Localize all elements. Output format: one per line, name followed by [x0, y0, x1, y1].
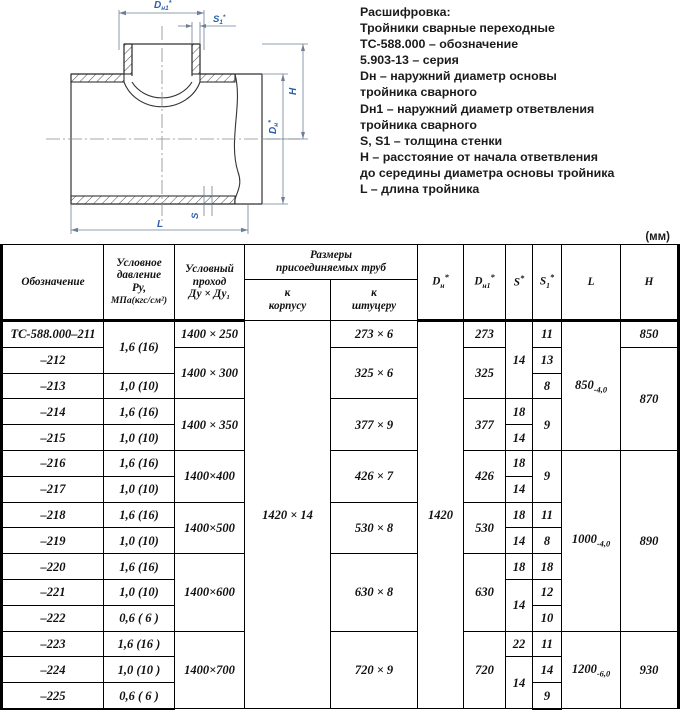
cell-dn1: 377 [464, 399, 506, 451]
legend-line-5: Dн1 – наружний диаметр ответвления [360, 101, 595, 116]
legend-title: Расшифровка: [360, 5, 451, 19]
cell-s1: 9 [533, 399, 562, 451]
cell-pressure: 1,0 (10) [104, 425, 175, 451]
cell-designation: –218 [2, 502, 104, 528]
cell-l: $850_{-4,0}$ [562, 321, 621, 451]
cell-pressure: 1,6 (16) [104, 321, 175, 374]
cell-bore: 1400 × 300 [175, 347, 245, 399]
cell-bore: 1400×700 [175, 631, 245, 709]
cell-bore: 1400×500 [175, 502, 245, 554]
cell-s: 18 [506, 502, 533, 528]
cell-bore: 1400 × 350 [175, 399, 245, 451]
cell-h: 870 [621, 347, 679, 450]
cell-s: 18 [506, 450, 533, 476]
tee-drawing-svg [0, 0, 345, 236]
cell-l: $1200_{-6,0}$ [562, 631, 621, 709]
cell-bore: 1400×400 [175, 450, 245, 502]
cell-s1: 9 [533, 450, 562, 502]
units-note: (мм) [645, 231, 670, 243]
header-pipes-line1: Размеры [309, 249, 353, 262]
cell-designation: –219 [2, 528, 104, 554]
cell-l: $1000_{-4,0}$ [562, 450, 621, 631]
header-bore-line2: проход [192, 275, 227, 288]
cell-designation: –222 [2, 605, 104, 631]
cell-h: 930 [621, 631, 679, 709]
table-row [2, 321, 679, 348]
header-s: S* [506, 245, 533, 321]
table-row [2, 631, 679, 657]
cell-pipe-to-branch: 325 × 6 [331, 347, 418, 399]
cell-designation: –225 [2, 683, 104, 709]
cell-h: 850 [621, 321, 679, 348]
cell-pressure: 1,0 (10) [104, 579, 175, 605]
cell-s: 14 [506, 579, 533, 631]
cell-s1: 8 [533, 528, 562, 554]
cell-s1: 10 [533, 605, 562, 631]
cell-s: 14 [506, 476, 533, 502]
cell-pressure: 0,6 ( 6 ) [104, 605, 175, 631]
cell-pressure: 1,6 (16) [104, 450, 175, 476]
table-row [2, 450, 679, 476]
cell-pressure: 1,0 (10) [104, 476, 175, 502]
cell-pipe-to-branch: 426 × 7 [331, 450, 418, 502]
cell-dn1: 426 [464, 450, 506, 502]
tee-technical-drawing [0, 0, 345, 236]
cell-designation: –213 [2, 373, 104, 399]
dimension-label-s: S [190, 212, 201, 219]
legend-line-2: 5.903-13 – серия [360, 53, 459, 68]
header-dn: $D_н^*$ [418, 245, 464, 321]
cell-s1: 8 [533, 373, 562, 399]
header-bore-line3: Ду × Ду₁ [188, 288, 231, 301]
header-pressure [104, 245, 175, 321]
header-nominal-bore [175, 245, 245, 321]
cell-s1: 11 [533, 631, 562, 657]
cell-designation: –214 [2, 399, 104, 425]
header-pressure-line4: МПа(кгс/см²) [110, 295, 168, 307]
cell-s1: 9 [533, 683, 562, 709]
cell-s: 14 [506, 321, 533, 399]
cell-designation: –217 [2, 476, 104, 502]
cell-pressure: 1,6 (16) [104, 502, 175, 528]
cell-pressure: 1,0 (10) [104, 373, 175, 399]
cell-designation: –221 [2, 579, 104, 605]
header-pipe-to-body [245, 280, 331, 321]
header-h: H [621, 245, 679, 321]
cell-pipe-to-branch: 273 × 6 [331, 321, 418, 348]
cell-bore: 1400 × 250 [175, 321, 245, 348]
cell-h: 890 [621, 450, 679, 631]
header-body-line2: корпусу [268, 300, 307, 312]
header-connected-pipes-group [245, 245, 418, 280]
cell-designation: –223 [2, 631, 104, 657]
legend-line-1: ТС-588.000 – обозначение [360, 37, 519, 52]
cell-pipe-to-branch: 530 × 8 [331, 502, 418, 554]
drawing-and-legend-area [0, 0, 680, 236]
cell-s1: 14 [533, 657, 562, 683]
dimension-label-s1: $S_1^*$ [213, 14, 226, 26]
header-bore-line1: Условный [185, 263, 234, 276]
cell-designation: ТС-588.000–211 [2, 321, 104, 348]
cell-s1: 12 [533, 579, 562, 605]
table-body [2, 321, 679, 709]
header-dn1: $D_{н1}^*$ [464, 245, 506, 321]
cell-pipe-to-branch: 720 × 9 [331, 631, 418, 709]
cell-dn1: 273 [464, 321, 506, 348]
cell-pipe-to-branch: 630 × 8 [331, 554, 418, 631]
cell-pressure: 1,0 (10 ) [104, 657, 175, 683]
cell-dn1: 720 [464, 631, 506, 709]
cell-designation: –215 [2, 425, 104, 451]
table-header [2, 245, 679, 321]
dimension-label-dn1: $D_{н1}^*$ [154, 0, 172, 12]
legend-line-10: L – длина тройника [360, 182, 480, 197]
cell-s: 22 [506, 631, 533, 657]
cell-dn1: 530 [464, 502, 506, 554]
cell-dn: 1420 [418, 321, 464, 709]
legend-block [360, 4, 678, 197]
header-body-line1: к [284, 287, 291, 300]
header-branch-line2: штуцеру [351, 300, 397, 312]
cell-designation: –224 [2, 657, 104, 683]
dimension-label-l: L [157, 219, 164, 230]
header-pressure-line1: Условное [116, 256, 162, 269]
cell-s1: 11 [533, 321, 562, 348]
cell-bore: 1400×600 [175, 554, 245, 631]
cell-s1: 18 [533, 554, 562, 580]
cell-designation: –212 [2, 347, 104, 373]
cell-s: 14 [506, 528, 533, 554]
header-s1: $S_1^*$ [533, 245, 562, 321]
header-pipes-line2: присоединяемых труб [276, 262, 386, 274]
cell-s: 14 [506, 657, 533, 709]
cell-designation: –216 [2, 450, 104, 476]
cell-s: 14 [506, 425, 533, 451]
cell-s: 18 [506, 554, 533, 580]
legend-line-7: S, S1 – толщина стенки [360, 133, 503, 148]
cell-dn1: 630 [464, 554, 506, 631]
header-pressure-line3: Ру, [131, 281, 147, 294]
legend-line-9: до середины диаметра основы тройника [360, 165, 615, 180]
cell-s: 18 [506, 399, 533, 425]
cell-pressure: 1,6 (16) [104, 554, 175, 580]
cell-dn1: 325 [464, 347, 506, 399]
header-pipe-to-branch [331, 280, 418, 321]
cell-pipe-to-branch: 377 × 9 [331, 399, 418, 451]
cell-s1: 11 [533, 502, 562, 528]
cell-designation: –220 [2, 554, 104, 580]
legend-line-4: тройника сварного [360, 85, 477, 100]
cell-pressure: 0,6 ( 6 ) [104, 683, 175, 709]
cell-pipe-to-body: 1420 × 14 [245, 321, 331, 709]
header-designation: Обозначение [2, 245, 104, 321]
dimension-label-h: H [288, 87, 299, 95]
cell-pressure: 1,6 (16 ) [104, 631, 175, 657]
legend-line-0: Тройники сварные переходные [360, 21, 555, 36]
legend-line-8: H – расстояние от начала ответвления [360, 149, 599, 164]
legend-line-6: тройника сварного [360, 117, 477, 132]
specification-table [0, 244, 680, 710]
dimension-label-dn: $D_н^*$ [268, 120, 280, 134]
header-branch-line1: к [371, 287, 377, 300]
legend-line-3: Dн – наружний диаметр основы [360, 69, 557, 84]
cell-pressure: 1,0 (10) [104, 528, 175, 554]
cell-pressure: 1,6 (16) [104, 399, 175, 425]
header-pressure-line2: давление [116, 269, 162, 282]
cell-s1: 13 [533, 347, 562, 373]
header-l: L [562, 245, 621, 321]
